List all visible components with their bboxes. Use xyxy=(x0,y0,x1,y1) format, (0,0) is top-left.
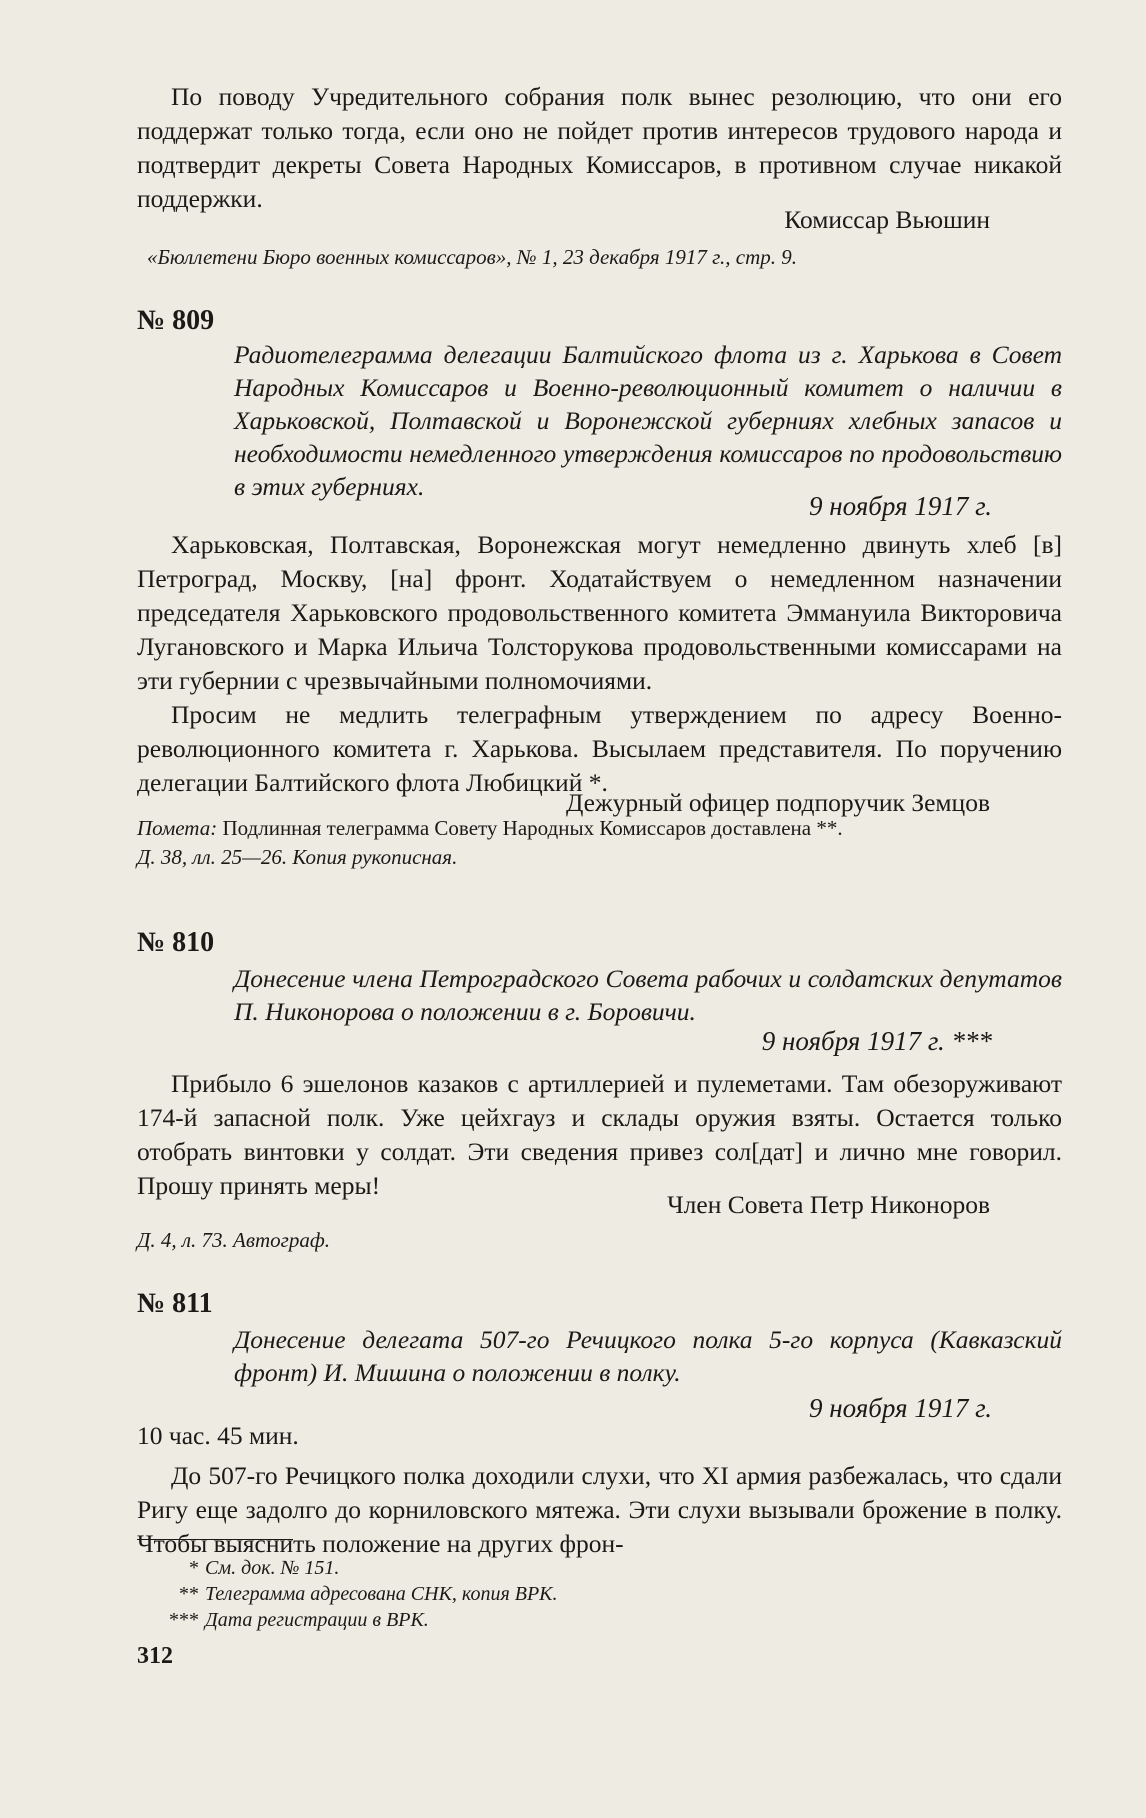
doc809-note-wrap xyxy=(137,814,1062,842)
intro-source: «Бюллетени Бюро военных комиссаров», № 1, 23 декабря 1917 г., стр. 9. xyxy=(147,245,798,269)
doc810-date: 9 ноября 1917 г. *** xyxy=(761,1026,992,1056)
doc811-time-wrap xyxy=(137,1419,299,1453)
doc809-note-text: Подлинная телеграмма Совету Народных Комиссаров доставлена **. xyxy=(222,816,843,840)
doc809-source: Д. 38, лл. 25—26. Копия рукописная. xyxy=(137,845,458,869)
doc810-source-wrap xyxy=(137,1226,1062,1254)
doc811-date: 9 ноября 1917 г. xyxy=(808,1393,992,1423)
footnote-2-mark: ** xyxy=(179,1583,199,1605)
doc810-number: № 810 xyxy=(137,927,215,958)
footnote-2 xyxy=(165,1581,865,1607)
doc809-signature: Дежурный офицер подпоручик Земцов xyxy=(565,788,990,817)
doc809-paragraph-1: Харьковская, Полтавская, Воронежская могут немедленно двинуть хлеб [в] Петроград, Москву, [на] фронт. Ходатайствуем о немедленном назначении председателя Харьковского продовольственного комитета Эммануила Викторовича Лугановского и Марка Ильича Толсторукова продовольственными комиссарами на эти губернии с чрезвычайными полномочиями. xyxy=(137,530,1062,695)
doc809-note-label: Помета: xyxy=(137,816,218,840)
page-number-wrap xyxy=(137,1643,173,1670)
doc810-source: Д. 4, л. 73. Автограф. xyxy=(137,1228,330,1252)
footnote-3 xyxy=(165,1607,865,1633)
doc809-date: 9 ноября 1917 г. xyxy=(808,491,992,521)
footnotes xyxy=(165,1555,865,1633)
footnote-1-text: См. док. № 151. xyxy=(205,1557,340,1579)
doc809-date-wrap xyxy=(600,489,992,523)
doc810-date-wrap xyxy=(600,1024,992,1058)
doc811-body xyxy=(137,1459,1062,1561)
intro-signature-wrap xyxy=(137,203,990,237)
doc810-number-wrap xyxy=(137,926,214,960)
intro-signature: Комиссар Вьюшин xyxy=(784,205,990,234)
doc809-source-wrap xyxy=(137,843,1062,871)
doc811-time: 10 час. 45 мин. xyxy=(137,1421,299,1450)
doc809-body xyxy=(137,528,1062,800)
doc809-heading: Радиотелеграмма делегации Балтийского флота из г. Харькова в Совет Народных Комиссаров и Военно-революционный комитет о наличии в Харьковской, Полтавской и Воронежской губерниях хлебных запасов и необходимости немедленного утверждения комиссаров по продовольствию в этих губерниях. xyxy=(234,340,1062,501)
intro-source-wrap xyxy=(147,243,1047,271)
doc811-number-wrap xyxy=(137,1287,213,1321)
footnote-3-text: Дата регистрации в ВРК. xyxy=(205,1609,429,1631)
doc809-heading-wrap xyxy=(234,338,1062,503)
doc810-signature-wrap xyxy=(137,1188,990,1222)
doc810-paragraph: Прибыло 6 эшелонов казаков с артиллерией и пулеметами. Там обезоруживают 174-й запасной полк. Уже цейхгауз и склады оружия взяты. Остается только отобрать винтовки у солдат. Эти сведения привез сол[дат] и лично мне говорил. Прошу принять меры! xyxy=(137,1069,1062,1200)
doc809-paragraph-2: Просим не медлить телеграфным утверждением по адресу Военно-революционного комитета г. Харькова. Высылаем представителя. По поручению делегации Балтийского флота Любицкий *. xyxy=(137,700,1062,797)
doc810-body xyxy=(137,1067,1062,1203)
doc811-heading-wrap xyxy=(234,1323,1062,1389)
footnote-2-text: Телеграмма адресована СНК, копия ВРК. xyxy=(205,1583,558,1605)
doc809-number: № 809 xyxy=(137,305,215,336)
doc811-heading: Донесение делегата 507-го Речицкого полка 5-го корпуса (Кавказский фронт) И. Мишина о положении в полку. xyxy=(234,1325,1062,1387)
footnote-divider xyxy=(137,1539,293,1540)
doc809-number-wrap xyxy=(137,304,214,338)
footnote-1-mark: * xyxy=(189,1557,199,1579)
doc811-number: № 811 xyxy=(137,1288,213,1319)
doc810-signature: Член Совета Петр Никоноров xyxy=(667,1190,990,1219)
doc810-heading-wrap xyxy=(234,962,1062,1028)
doc810-heading: Донесение члена Петроградского Совета рабочих и солдатских депутатов П. Никонорова о положении в г. Боровичи. xyxy=(234,964,1062,1026)
footnote-3-mark: *** xyxy=(169,1609,199,1631)
page-number: 312 xyxy=(137,1643,173,1669)
intro-section xyxy=(137,80,1062,216)
doc809-note xyxy=(137,814,1062,842)
doc811-paragraph: До 507-го Речицкого полка доходили слухи, что XI армия разбежалась, что сдали Ригу еще задолго до корниловского мятежа. Эти слухи вызывали брожение в полку. Чтобы выяснить положение на других фрон- xyxy=(137,1461,1062,1558)
doc811-date-wrap xyxy=(600,1391,992,1425)
footnote-1 xyxy=(165,1555,865,1581)
intro-paragraph: По поводу Учредительного собрания полк вынес резолюцию, что они его поддержат только тогда, если оно не пойдет против интересов трудового народа и подтвердит декреты Совета Народных Комиссаров, в противном случае никакой поддержки. xyxy=(137,82,1062,213)
